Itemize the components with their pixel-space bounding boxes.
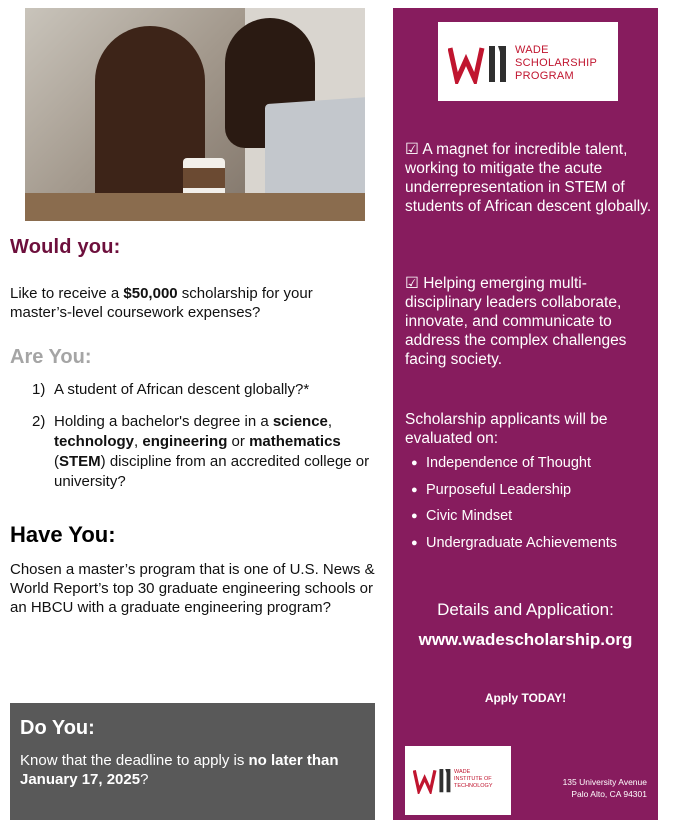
- criteria-item: [411, 482, 661, 509]
- photo-table: [25, 193, 365, 221]
- deadline-text-pre: Know that the deadline to apply is: [20, 752, 249, 769]
- wade-institute-logo: [405, 746, 511, 815]
- would-text-post: scholarship for your master’s-level coursework expenses?: [10, 285, 313, 321]
- wade-institute-text: [454, 769, 493, 790]
- item-text-part: or: [227, 433, 250, 450]
- are-you-heading: Are You:: [10, 346, 92, 368]
- logo-line-1: WADE: [515, 44, 549, 56]
- item-number: 1): [32, 381, 46, 398]
- criteria-label: Purposeful Leadership: [426, 481, 572, 498]
- wade-logo-text: [515, 44, 597, 83]
- criteria-label: Civic Mindset: [426, 508, 513, 524]
- wit-line-3: TECHNOLOGY: [454, 783, 493, 789]
- logo-line-3: PROGRAM: [515, 70, 574, 82]
- item-text: [54, 380, 309, 400]
- info-sidebar: [393, 8, 658, 820]
- item-emphasis: engineering: [142, 433, 228, 450]
- criteria-label: Undergraduate Achievements: [426, 534, 618, 551]
- would-text-pre: Like to receive a: [10, 285, 124, 302]
- eligibility-item: [32, 380, 372, 400]
- deadline-text: [20, 751, 365, 789]
- scholarship-amount: $50,000: [123, 285, 178, 302]
- eligibility-item: [32, 412, 372, 492]
- would-you-heading: Would you:: [10, 236, 121, 258]
- item-text: [54, 412, 372, 492]
- bullet-icon: ●: [411, 483, 418, 496]
- bullet-icon: ●: [411, 457, 418, 469]
- bullet-icon: ●: [411, 510, 418, 522]
- item-number: 2): [32, 413, 46, 430]
- logo-line-2: SCHOLARSHIP: [515, 57, 598, 69]
- evaluation-title: Scholarship applicants will be evaluated on:: [405, 411, 608, 447]
- address: [563, 776, 647, 800]
- have-you-text: Chosen a master’s program that is one of U.S. News & World Report’s top 30 graduate engineering schools or an HBCU with a graduate engineering program?: [10, 561, 375, 616]
- bullet-icon: ●: [411, 536, 418, 549]
- item-emphasis: mathematics: [249, 433, 341, 450]
- item-text-part: ) discipline from an accredited college or university?: [54, 453, 370, 490]
- address-line-1: 135 University Avenue: [562, 777, 647, 787]
- have-you-heading: Have You:: [10, 522, 116, 547]
- eligibility-list: [32, 380, 372, 504]
- criteria-item: [411, 455, 661, 482]
- address-line-2: Palo Alto, CA 94301: [571, 789, 647, 799]
- would-you-text: [10, 284, 370, 322]
- item-text-part: A student of African descent globally?*: [54, 381, 310, 398]
- leaders-statement: ☑ Helping emerging multi-disciplinary leaders collaborate, innovate, and communicate to address the complex challenges facing society.: [405, 275, 627, 368]
- item-emphasis: STEM: [59, 453, 101, 470]
- criteria-item: [411, 508, 661, 535]
- hero-photo: [25, 8, 365, 221]
- apply-today-text: Apply TODAY!: [484, 691, 567, 705]
- item-text-part: Holding a bachelor's degree in a: [54, 413, 273, 430]
- item-emphasis: science: [272, 413, 328, 430]
- deadline-box: [10, 703, 375, 820]
- scholarship-website-link[interactable]: www.wadescholarship.org: [418, 630, 633, 649]
- item-text-part: (: [54, 453, 59, 470]
- wade-scholarship-logo: [438, 22, 618, 101]
- item-text-part: ,: [134, 433, 143, 450]
- deadline-date: no later than January 17, 2025: [20, 752, 339, 788]
- deadline-text-post: ?: [140, 771, 149, 788]
- item-text-part: ,: [327, 413, 333, 430]
- talent-statement: ☑ A magnet for incredible talent, working to mitigate the acute underrepresentation in STEM of students of African descent globally.: [405, 141, 652, 215]
- details-heading: Details and Application:: [437, 600, 614, 619]
- wit-line-2: INSTITUTE OF: [454, 776, 492, 782]
- wade-institute-mark-icon: [413, 766, 453, 794]
- evaluation-criteria-list: [411, 455, 661, 561]
- criteria-label: Independence of Thought: [426, 455, 592, 471]
- wade-logo-mark-icon: [448, 42, 510, 84]
- do-you-heading: Do You:: [20, 717, 95, 739]
- criteria-item: [411, 535, 661, 562]
- wit-line-1: WADE: [454, 769, 471, 775]
- item-emphasis: technology: [54, 433, 135, 450]
